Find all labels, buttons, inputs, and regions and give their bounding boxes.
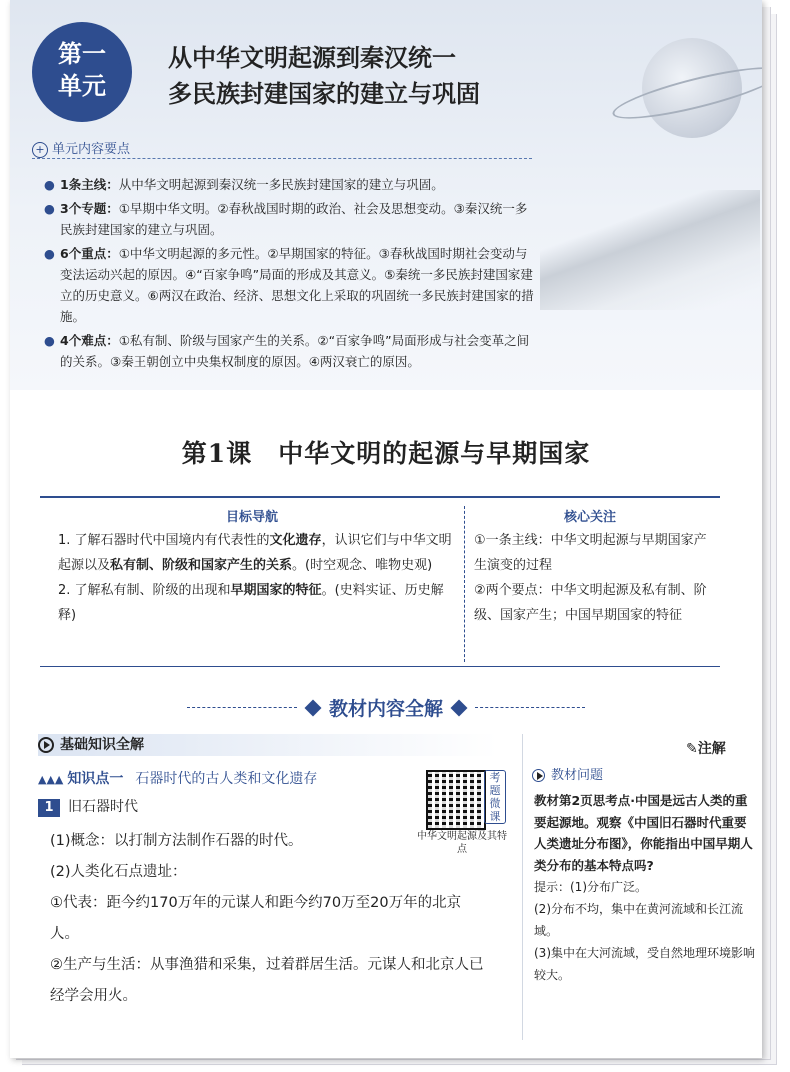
overview-item-label: 1条主线： bbox=[60, 177, 119, 192]
landscape-illustration bbox=[540, 190, 760, 310]
plus-icon: + bbox=[32, 142, 48, 158]
overview-item bbox=[44, 198, 534, 240]
goal-emphasis: 文化遗存 bbox=[269, 533, 322, 548]
diamond-icon bbox=[451, 699, 468, 716]
goals-left-list bbox=[58, 528, 458, 628]
overview-item bbox=[44, 330, 534, 372]
goal-text: 2. 了解私有制、阶级的出现和 bbox=[58, 583, 231, 598]
unit-title bbox=[168, 40, 480, 112]
overview-item-text: ①私有制、阶级与国家产生的关系。②“百家争鸣”局面形成与社会变革之间的关系。③秦王朝创立中央集权制度的原因。④两汉衰亡的原因。 bbox=[60, 333, 530, 369]
goal-emphasis: 早期国家的特征 bbox=[230, 583, 322, 598]
qr-tag: 考题微课 bbox=[484, 770, 506, 824]
goal-text: 。(时空观念、唯物史观) bbox=[292, 558, 433, 573]
subsection-title: 旧石器时代 bbox=[68, 799, 138, 815]
overview-item-label: 3个专题： bbox=[60, 201, 119, 216]
textbook-question bbox=[534, 790, 756, 986]
unit-badge-line1: 第一 bbox=[58, 39, 106, 68]
triangles-icon: ▲▲▲ bbox=[38, 773, 64, 786]
unit-title-line2: 多民族封建国家的建立与巩固 bbox=[168, 80, 480, 108]
overview-item bbox=[44, 243, 534, 327]
basics-heading bbox=[38, 734, 498, 756]
textbook-question-heading-text: 教材问题 bbox=[551, 768, 604, 783]
column-divider bbox=[522, 734, 523, 1040]
banner-rule bbox=[187, 707, 297, 708]
overview-heading bbox=[32, 138, 130, 158]
bullet-icon: ● bbox=[44, 333, 55, 348]
goal-item bbox=[58, 528, 458, 578]
bullet-icon: ● bbox=[44, 177, 55, 192]
body-line: (2)人类化石点遗址： bbox=[50, 864, 187, 880]
lesson-title: 第1课 中华文明的起源与早期国家 bbox=[181, 439, 591, 468]
play-icon bbox=[532, 769, 545, 782]
banner-title: 教材内容全解 bbox=[328, 698, 443, 720]
goals-divider bbox=[464, 506, 465, 662]
answer-line: (3)集中在大河流域，受自然地理环境影响较大。 bbox=[534, 946, 755, 982]
textbook-question-heading bbox=[532, 764, 603, 783]
goal-emphasis: 私有制、阶级和国家产生的关系 bbox=[110, 558, 293, 573]
overview-item bbox=[44, 174, 534, 195]
goal-item bbox=[58, 578, 458, 628]
overview-item-label: 6个重点： bbox=[60, 246, 119, 261]
annotation-label-text: 注解 bbox=[697, 741, 726, 757]
body-line: (1)概念：以打制方法制作石器的时代。 bbox=[50, 833, 303, 849]
overview-item-text: 从中华文明起源到秦汉统一多民族封建国家的建立与巩固。 bbox=[118, 177, 444, 192]
knowledge-point-heading bbox=[38, 768, 317, 788]
diamond-icon bbox=[304, 699, 321, 716]
qr-code[interactable] bbox=[426, 770, 486, 830]
goals-right-heading: 核心关注 bbox=[564, 510, 617, 525]
subsection-number: 1 bbox=[38, 799, 60, 817]
overview-list bbox=[44, 174, 534, 375]
overview-item-text: ①早期中华文明。②春秋战国时期的政治、社会及思想变动。③秦汉统一多民族封建国家的建立与巩固。 bbox=[60, 201, 528, 237]
overview-item-text: ①中华文明起源的多元性。②早期国家的特征。③春秋战国时期社会变动与变法运动兴起的原因。④“百家争鸣”局面的形成及其意义。⑤秦统一多民族封建国家建立的历史意义。⑥两汉在政治、经济、思想文化上采取的巩固统一多民族封建国家的措施。 bbox=[60, 246, 534, 324]
content-banner bbox=[10, 694, 762, 721]
knowledge-point-label: 知识点一 bbox=[67, 771, 124, 787]
focus-item: ②两个要点：中华文明起源及私有制、阶级、国家产生；中国早期国家的特征 bbox=[474, 583, 707, 623]
body-line: ②生产与生活：从事渔猎和采集，过着群居生活。元谋人和北京人已经学会用火。 bbox=[50, 957, 484, 1004]
focus-item: ①一条主线：中华文明起源与早期国家产生演变的过程 bbox=[474, 533, 707, 573]
answer-line: 提示：(1)分布广泛。 bbox=[534, 880, 647, 894]
question-text: 教材第2页思考点·中国是远古人类的重要起源地。观察《中国旧石器时代重要人类遗址分布图》，你能指出中国早期人类分布的基本特点吗? bbox=[534, 793, 753, 873]
body-line: ①代表：距今约170万年的元谋人和距今约70万至20万年的北京人。 bbox=[50, 895, 462, 942]
basics-heading-text: 基础知识全解 bbox=[60, 737, 144, 753]
overview-heading-text: 单元内容要点 bbox=[52, 142, 131, 157]
goals-box bbox=[40, 496, 720, 667]
unit-title-line1: 从中华文明起源到秦汉统一 bbox=[168, 44, 456, 72]
overview-divider bbox=[32, 158, 532, 159]
basics-body bbox=[50, 826, 490, 1012]
play-icon bbox=[38, 737, 54, 753]
knowledge-point-name: 石器时代的古人类和文化遗存 bbox=[135, 771, 318, 787]
goals-right-list bbox=[474, 528, 714, 628]
subsection-heading bbox=[38, 796, 138, 817]
goals-left-heading: 目标导航 bbox=[226, 510, 279, 525]
answer-line: (2)分布不均，集中在黄河流域和长江流域。 bbox=[534, 902, 743, 938]
goal-text: 。(史料实证、历史解释) bbox=[58, 583, 444, 623]
textbook-page bbox=[10, 0, 762, 1058]
unit-badge-line2: 单元 bbox=[58, 71, 106, 100]
bullet-icon: ● bbox=[44, 246, 55, 261]
qr-caption: 中华文明起源及其特点 bbox=[417, 831, 507, 855]
annotation-label bbox=[686, 738, 726, 758]
goal-text: ，认识它们与中华文明起源以及 bbox=[58, 533, 452, 573]
banner-rule bbox=[475, 707, 585, 708]
goal-text: 1. 了解石器时代中国境内有代表性的 bbox=[58, 533, 270, 548]
unit-badge bbox=[32, 22, 132, 122]
bullet-icon: ● bbox=[44, 201, 55, 216]
pen-icon: ✎ bbox=[686, 741, 698, 757]
overview-item-label: 4个难点： bbox=[60, 333, 119, 348]
